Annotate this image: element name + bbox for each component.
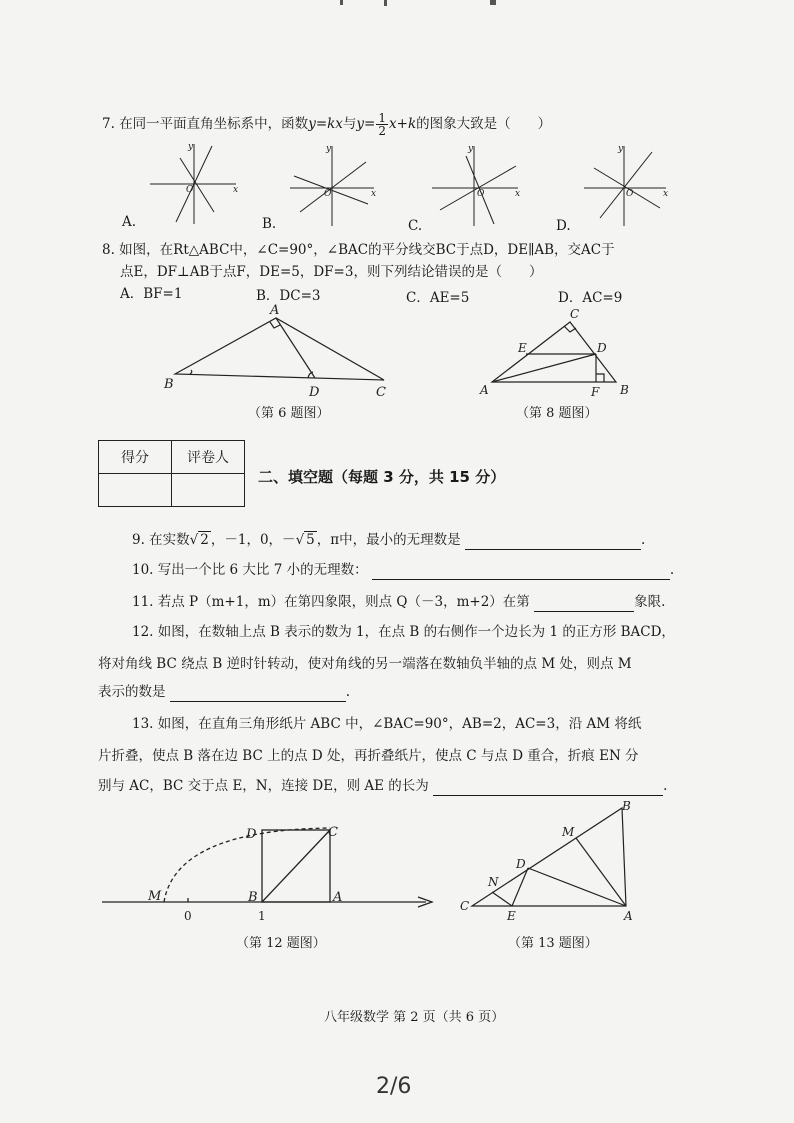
question-13-line3: 别与 AC，BC 交于点 E，N，连接 DE，则 AE 的长为 . [98,778,668,794]
axis-x-label: x [233,185,239,195]
fig13-label-c: C [460,899,470,913]
grader-header: 评卷人 [172,441,245,474]
question-12-line3: 表示的数是 . [98,684,351,700]
fig8-label-c: C [570,307,580,321]
section-2-title: 二、填空题（每题 3 分，共 15 分） [258,468,506,486]
q8-option-c[interactable]: C．AE=5 [406,290,470,306]
question-13-line1: 13. 如图，在直角三角形纸片 ABC 中，∠BAC=90°，AB=2，AC=3，沿 AM 将纸 [132,716,642,732]
fig8-label-d: D [597,341,607,355]
axis-y-label: y [618,144,624,154]
fraction-one-half: $\frac{1}{2}$ [378,111,387,138]
axis-x-label: x [371,189,377,199]
fig12-tick-1: 1 [258,909,266,923]
score-table [98,440,245,507]
fig6-label-b: B [164,377,174,392]
q12-answer-blank[interactable] [170,685,346,702]
figure-6-caption: （第 6 题图） [248,406,330,421]
axis-y-label: y [188,142,194,152]
q7-option-d[interactable]: D. [556,218,571,234]
q7-option-b[interactable]: B. [262,216,277,232]
question-8-line1: 8. 如图，在Rt△ABC中，∠C=90°，∠BAC的平分线交BC于点D，DE∥AB，交AC于 [102,242,615,258]
fig8-label-b: B [620,383,629,397]
origin-label: O [626,189,634,199]
fig13-label-b: B [622,800,631,813]
score-cell[interactable] [99,474,172,507]
axis-x-label: x [663,189,669,199]
fig6-label-a: A [270,303,280,318]
fig12-label-b: B [248,890,258,905]
origin-label: O [477,189,485,199]
fig8-label-f: F [591,385,600,398]
question-12-line1: 12. 如图，在数轴上点 B 表示的数为 1，在点 B 的右侧作一个边长为 1 的正方形 BACD， [132,624,675,640]
q11-answer-blank[interactable] [534,595,634,612]
figure-8 [478,306,638,398]
q8-option-d[interactable]: D．AC=9 [558,290,623,306]
figure-13 [456,800,656,924]
fig6-label-c: C [376,385,386,400]
figure-6 [160,302,400,402]
fig12-label-m: M [148,889,162,904]
q7-option-c[interactable]: C. [408,218,423,234]
fig13-label-a: A [624,909,633,923]
figure-13-caption: （第 13 题图） [508,936,598,951]
question-12-line2: 将对角线 BC 绕点 B 逆时针转动，使对角线的另一端落在数轴负半轴的点 M 处，则点 M [98,656,632,672]
q10-answer-blank[interactable] [372,563,670,580]
axis-y-label: y [468,144,474,154]
fig8-label-e: E [518,341,527,355]
question-9: 9. 在实数√ 2 ，－1，0，－√ 5 ，π中，最小的无理数是 . [132,532,646,548]
origin-label: O [186,185,194,195]
question-10: 10. 写出一个比 6 大比 7 小的无理数： . [132,562,675,578]
q7-option-graphs [0,140,794,235]
page-footer: 八年级数学 第 2 页（共 6 页） [324,1010,505,1025]
q9-answer-blank[interactable] [465,533,641,550]
fig13-label-m: M [562,825,575,839]
fig13-label-d: D [516,857,526,871]
figure-12-caption: （第 12 题图） [236,936,326,951]
q13-answer-blank[interactable] [433,779,663,796]
fig13-label-n: N [488,875,499,889]
fig12-label-d: D [246,827,257,842]
fig12-label-a: A [333,890,343,905]
question-11: 11. 若点 P（m+1，m）在第四象限，则点 Q（－3，m+2）在第 象限. [132,594,666,610]
fig6-label-d: D [309,385,320,400]
figure-12 [96,810,446,930]
page-indicator: 2/6 [376,1074,412,1099]
fig13-label-e: E [507,909,516,923]
fig12-tick-0: 0 [184,909,192,923]
fig8-label-a: A [480,383,489,397]
q8-option-b[interactable]: B．DC=3 [256,288,321,304]
origin-label: O [324,189,332,199]
question-13-line2: 片折叠，使点 B 落在边 BC 上的点 D 处，再折叠纸片，使点 C 与点 D 重合，折痕 EN 分 [98,748,639,764]
q7-option-a[interactable]: A. [122,214,137,230]
question-7: 7. 在同一平面直角坐标系中，函数y=kx与y= $\frac{1}{2}$ x+k的图象大致是（ ） [102,111,552,138]
axis-y-label: y [326,144,332,154]
axis-x-label: x [515,189,521,199]
figure-8-caption: （第 8 题图） [516,406,598,421]
fig12-label-c: C [328,825,338,840]
score-header: 得分 [99,441,172,474]
top-scan-marks [340,0,490,6]
question-8-line2: 点E，DF⊥AB于点F，DE=5，DF=3，则下列结论错误的是（ ） [120,264,543,280]
grader-cell[interactable] [172,474,245,507]
q8-option-a[interactable]: A．BF=1 [120,286,183,302]
